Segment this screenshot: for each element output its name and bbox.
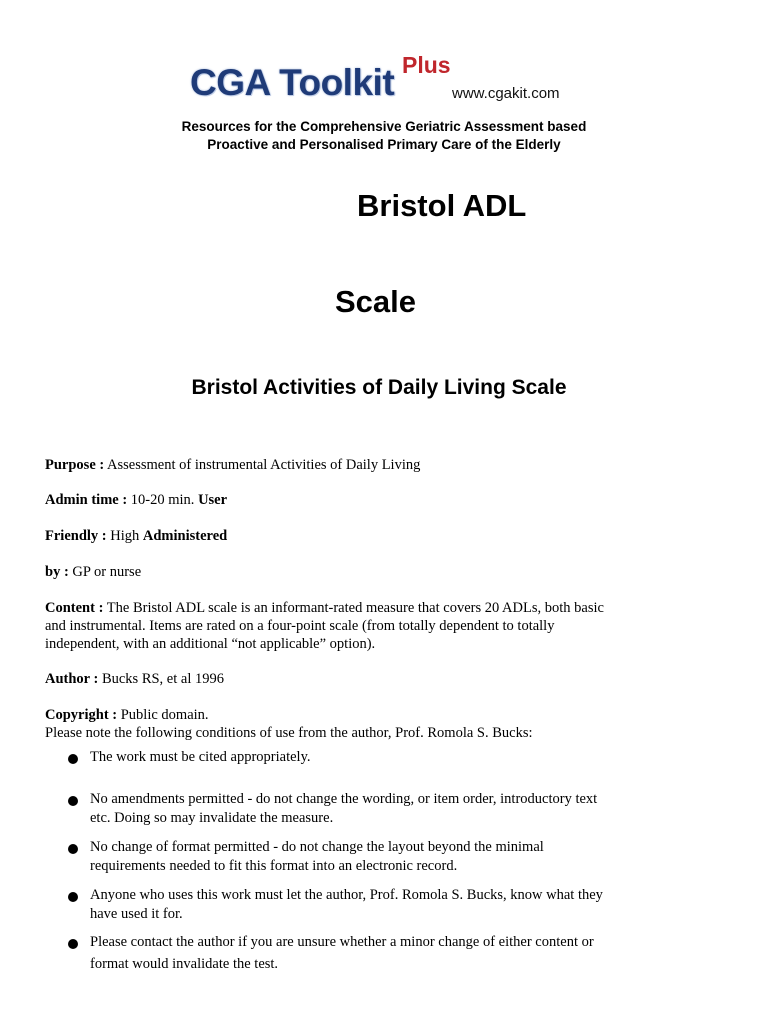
friendly-value: High bbox=[110, 528, 140, 544]
conditions-list bbox=[64, 748, 634, 974]
copyright-value: Public domain. bbox=[120, 707, 209, 723]
copyright-field bbox=[45, 706, 645, 742]
author-value: Bucks RS, et al 1996 bbox=[101, 671, 224, 687]
content-line-1 bbox=[45, 599, 645, 617]
condition-line-1: No amendments permitted - do not change the wording, or item order, introductory text bbox=[90, 791, 598, 807]
condition-line-2: etc. Doing so may invalidate the measure. bbox=[90, 810, 334, 826]
admin-time-label: Admin time : bbox=[45, 492, 128, 508]
condition-line-2: have used it for. bbox=[90, 906, 183, 922]
tagline-line-2: Proactive and Personalised Primary Care of the Elderly bbox=[207, 137, 561, 152]
friendly-field bbox=[45, 527, 645, 545]
content-field bbox=[45, 599, 645, 653]
list-item bbox=[64, 748, 634, 767]
condition-line-2: requirements needed to fit this format into an electronic record. bbox=[90, 858, 458, 874]
bullet-icon bbox=[68, 796, 78, 806]
logo-plus: Plus bbox=[402, 52, 451, 78]
condition-line-1: Please contact the author if you are unsure whether a minor change of either content or bbox=[90, 934, 594, 950]
conditions-intro: Please note the following conditions of use from the author, Prof. Romola S. Bucks: bbox=[45, 725, 533, 741]
author-label: Author : bbox=[45, 671, 99, 687]
purpose-field bbox=[45, 456, 645, 474]
condition-line-1: No change of format permitted - do not change the layout beyond the minimal bbox=[90, 839, 544, 855]
administered-by-value: GP or nurse bbox=[72, 564, 142, 580]
tagline-line-1: Resources for the Comprehensive Geriatric Assessment based bbox=[181, 119, 587, 134]
logo-url: www.cgakit.com bbox=[452, 85, 560, 102]
friendly-trailing: Administered bbox=[142, 528, 228, 544]
cga-toolkit-logo bbox=[186, 52, 576, 112]
friendly-label: Friendly : bbox=[45, 528, 107, 544]
list-item bbox=[64, 933, 634, 974]
condition-line-2: format would invalidate the test. bbox=[90, 956, 279, 972]
purpose-label: Purpose : bbox=[45, 457, 105, 473]
condition-line-1: Anyone who uses this work must let the author, Prof. Romola S. Bucks, know what they bbox=[90, 887, 603, 903]
copyright-line bbox=[45, 706, 645, 724]
admin-time-value: 10-20 min. bbox=[130, 492, 195, 508]
logo-wordmark: CGA Toolkit bbox=[190, 62, 395, 103]
condition-line-1: The work must be cited appropriately. bbox=[90, 749, 311, 765]
list-item bbox=[64, 838, 634, 876]
bullet-icon bbox=[68, 939, 78, 949]
list-item bbox=[64, 790, 634, 828]
bullet-icon bbox=[68, 892, 78, 902]
administered-by-field bbox=[45, 563, 645, 581]
page-subtitle: Bristol Activities of Daily Living Scale bbox=[191, 376, 567, 399]
content-label: Content : bbox=[45, 600, 104, 616]
content-line-2: and instrumental. Items are rated on a four-point scale (from totally dependent to totally bbox=[45, 618, 555, 634]
content-line-3: independent, with an additional “not applicable” option). bbox=[45, 636, 376, 652]
purpose-value: Assessment of instrumental Activities of Daily Living bbox=[107, 457, 421, 473]
admin-time-field bbox=[45, 491, 645, 509]
administered-by-label: by : bbox=[45, 564, 69, 580]
list-item bbox=[64, 886, 634, 924]
author-field bbox=[45, 670, 645, 688]
content-text-1: The Bristol ADL scale is an informant-rated measure that covers 20 ADLs, both basic bbox=[106, 600, 604, 616]
bullet-icon bbox=[68, 844, 78, 854]
admin-time-trailing: User bbox=[198, 492, 228, 508]
page-title-line-1: Bristol ADL bbox=[357, 188, 527, 223]
bullet-icon bbox=[68, 754, 78, 764]
page-title-line-2: Scale bbox=[335, 284, 417, 319]
copyright-label: Copyright : bbox=[45, 707, 118, 723]
